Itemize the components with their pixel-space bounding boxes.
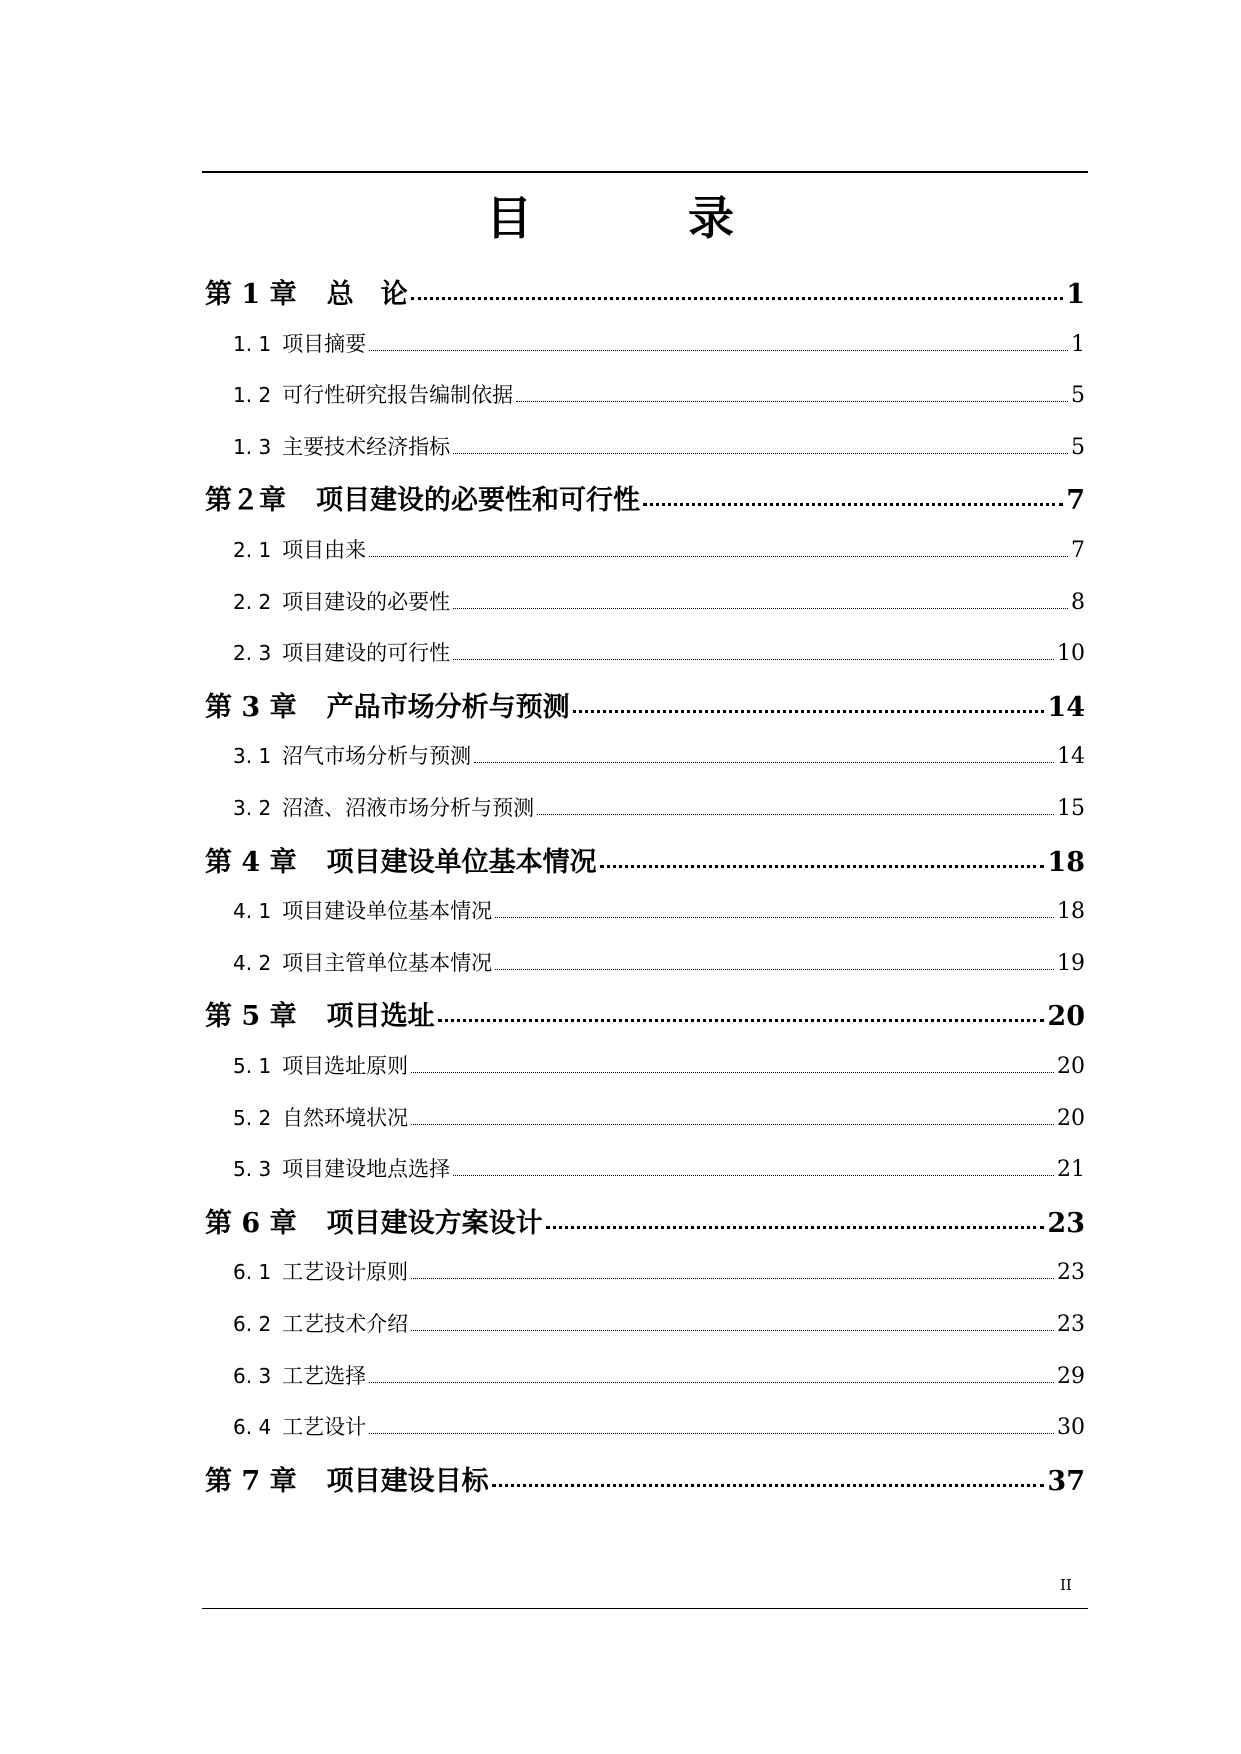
page-number: II	[1060, 1576, 1072, 1594]
toc-dot-leader	[369, 1360, 1054, 1388]
toc-section-entry[interactable]	[205, 586, 1085, 614]
toc-entry-label: 项目建设目标	[326, 1466, 489, 1497]
toc-section-entry[interactable]	[205, 328, 1085, 356]
toc-entry-label: 项目建设方案设计	[326, 1208, 543, 1239]
toc-entry-number: 5. 3	[233, 1157, 272, 1181]
toc-entry-page: 19	[1057, 951, 1085, 976]
toc-entry-label: 自然环境状况	[282, 1106, 409, 1130]
toc-entry-number: 第 3 章	[205, 692, 297, 723]
toc-dot-leader	[492, 1459, 1045, 1493]
toc-entry-label: 可行性研究报告编制依据	[282, 383, 514, 407]
toc-entry-page: 20	[1057, 1054, 1085, 1079]
toc-entry-label: 项目选址	[326, 1001, 435, 1032]
toc-section-entry[interactable]	[205, 947, 1085, 975]
toc-entry-page: 7	[1071, 538, 1085, 563]
toc-entry-page: 21	[1057, 1157, 1085, 1182]
toc-entry-number: 第 7 章	[205, 1466, 297, 1497]
toc-entry-label: 项目建设的必要性和可行性	[316, 485, 640, 516]
footer-rule	[202, 1608, 1088, 1609]
toc-dot-leader	[474, 740, 1054, 768]
toc-entry-page: 14	[1047, 692, 1085, 723]
toc-entry-label: 项目建设单位基本情况	[282, 899, 493, 923]
toc-entry-number: 第 1 章	[205, 279, 297, 310]
toc-entry-number: 6. 4	[233, 1415, 272, 1439]
toc-entry-page: 10	[1057, 641, 1085, 666]
toc-entry-label: 项目由来	[282, 538, 367, 562]
toc-entry-label: 项目选址原则	[282, 1054, 409, 1078]
toc-entry-number: 2. 2	[233, 590, 272, 614]
toc-dot-leader	[453, 637, 1054, 665]
toc-entry-page: 23	[1047, 1208, 1085, 1239]
toc-entry-label: 项目建设单位基本情况	[326, 847, 597, 878]
toc-dot-leader	[369, 328, 1068, 356]
toc-section-entry[interactable]	[205, 895, 1085, 923]
toc-entry-number: 第 6 章	[205, 1208, 297, 1239]
toc-entry-label: 项目摘要	[282, 332, 367, 356]
toc-entry-page: 5	[1071, 435, 1085, 460]
toc-section-entry[interactable]	[205, 637, 1085, 665]
header-rule	[202, 171, 1088, 173]
toc-entry-page: 20	[1057, 1106, 1085, 1131]
toc-dot-leader	[453, 431, 1068, 459]
toc-dot-leader	[453, 586, 1068, 614]
toc-entry-number: 第２章	[205, 485, 286, 516]
toc-entry-number: 2. 1	[233, 538, 272, 562]
toc-section-entry[interactable]	[205, 1256, 1085, 1284]
toc-chapter-entry[interactable]	[205, 272, 1085, 310]
toc-entry-page: 5	[1071, 383, 1085, 408]
toc-entry-page: 1	[1071, 332, 1085, 357]
toc-entry-number: 5. 2	[233, 1106, 272, 1130]
toc-entry-page: 8	[1071, 590, 1085, 615]
toc-dot-leader	[516, 379, 1068, 407]
toc-section-entry[interactable]	[205, 431, 1085, 459]
toc-chapter-entry[interactable]	[205, 1459, 1085, 1497]
toc-entry-label: 工艺技术介绍	[282, 1312, 409, 1336]
toc-entry-page: 29	[1057, 1364, 1085, 1389]
toc-dot-leader	[495, 895, 1054, 923]
toc-chapter-entry[interactable]	[205, 840, 1085, 878]
toc-entry-label: 工艺设计原则	[282, 1260, 409, 1284]
toc-dot-leader	[643, 478, 1063, 512]
toc-section-entry[interactable]	[205, 1153, 1085, 1181]
toc-entry-page: 18	[1057, 899, 1085, 924]
toc-entry-number: 2. 3	[233, 641, 272, 665]
toc-dot-leader	[573, 685, 1045, 719]
toc-dot-leader	[369, 534, 1068, 562]
toc-dot-leader	[369, 1411, 1054, 1439]
toc-dot-leader	[411, 272, 1064, 306]
toc-section-entry[interactable]	[205, 1411, 1085, 1439]
toc-entry-label: 项目建设地点选择	[282, 1157, 451, 1181]
toc-dot-leader	[600, 840, 1045, 874]
toc-section-entry[interactable]	[205, 740, 1085, 768]
toc-entry-number: 6. 1	[233, 1260, 272, 1284]
toc-chapter-entry[interactable]	[205, 994, 1085, 1032]
toc-entry-number: 6. 2	[233, 1312, 272, 1336]
toc-entry-page: 14	[1057, 744, 1085, 769]
toc-entry-label: 工艺设计	[282, 1415, 367, 1439]
toc-dot-leader	[495, 947, 1054, 975]
toc-section-entry[interactable]	[205, 1308, 1085, 1336]
toc-entry-label: 工艺选择	[282, 1364, 367, 1388]
toc-entry-page: 20	[1047, 1001, 1085, 1032]
toc-entry-label: 总 论	[326, 279, 408, 310]
toc-entry-label: 项目建设的可行性	[282, 641, 451, 665]
toc-dot-leader	[411, 1102, 1054, 1130]
toc-section-entry[interactable]	[205, 1360, 1085, 1388]
toc-section-entry[interactable]	[205, 792, 1085, 820]
toc-entry-label: 项目建设的必要性	[282, 590, 451, 614]
toc-dot-leader	[537, 792, 1054, 820]
toc-entry-page: 7	[1066, 485, 1085, 516]
toc-dot-leader	[546, 1201, 1045, 1235]
toc-dot-leader	[411, 1308, 1054, 1336]
toc-entry-number: 5. 1	[233, 1054, 272, 1078]
toc-entry-number: 1. 2	[233, 383, 272, 407]
toc-entry-label: 沼渣、沼液市场分析与预测	[282, 796, 535, 820]
toc-section-entry[interactable]	[205, 1050, 1085, 1078]
toc-entry-label: 产品市场分析与预测	[326, 692, 570, 723]
toc-entry-number: 第 4 章	[205, 847, 297, 878]
toc-entry-page: 15	[1057, 796, 1085, 821]
toc-entry-page: 37	[1047, 1466, 1085, 1497]
toc-section-entry[interactable]	[205, 1102, 1085, 1130]
toc-entry-page: 1	[1066, 279, 1085, 310]
toc-chapter-entry[interactable]	[205, 685, 1085, 723]
toc-entry-number: 3. 2	[233, 796, 272, 820]
toc-dot-leader	[453, 1153, 1054, 1181]
toc-entry-number: 1. 1	[233, 332, 272, 356]
toc-dot-leader	[411, 1050, 1054, 1078]
toc-chapter-entry[interactable]	[205, 1201, 1085, 1239]
toc-entry-page: 30	[1057, 1415, 1085, 1440]
toc-entry-number: 4. 2	[233, 951, 272, 975]
toc-entry-number: 第 5 章	[205, 1001, 297, 1032]
toc-entry-number: 3. 1	[233, 744, 272, 768]
toc-entry-label: 主要技术经济指标	[282, 435, 451, 459]
toc-section-entry[interactable]	[205, 534, 1085, 562]
toc-dot-leader	[411, 1256, 1054, 1284]
toc-entry-number: 4. 1	[233, 899, 272, 923]
toc-entry-number: 1. 3	[233, 435, 272, 459]
toc-entry-page: 18	[1047, 847, 1085, 878]
toc-entry-page: 23	[1057, 1260, 1085, 1285]
toc-entry-label: 项目主管单位基本情况	[282, 951, 493, 975]
toc-entry-number: 6. 3	[233, 1364, 272, 1388]
toc-entry-page: 23	[1057, 1312, 1085, 1337]
toc-section-entry[interactable]	[205, 379, 1085, 407]
toc-title: 目 录	[485, 191, 804, 245]
toc-chapter-entry[interactable]	[205, 478, 1085, 516]
toc-dot-leader	[438, 994, 1045, 1028]
toc-entry-label: 沼气市场分析与预测	[282, 744, 472, 768]
